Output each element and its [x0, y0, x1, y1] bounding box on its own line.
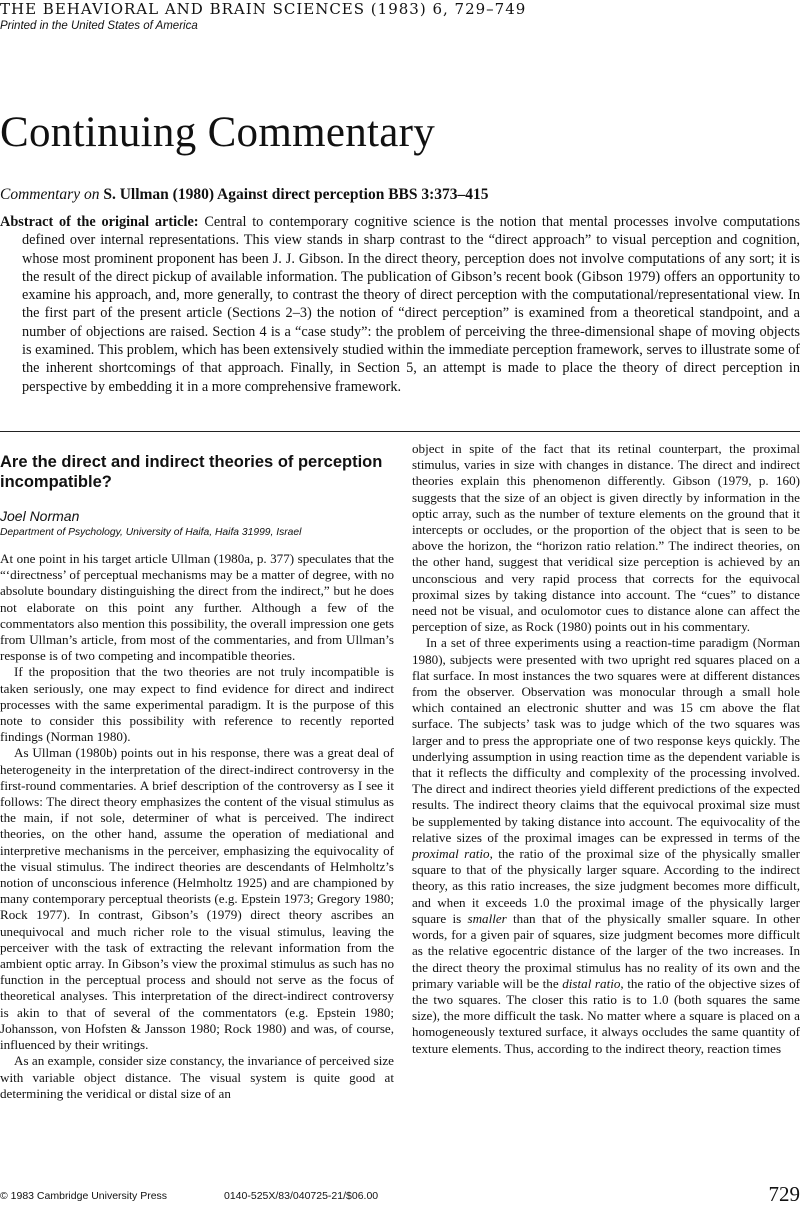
emphasis-proximal-ratio: proximal ratio: [412, 846, 490, 862]
left-column: [0, 452, 394, 1102]
article-title: Are the direct and indirect theories of perception incompatible?: [0, 453, 383, 491]
emphasis-smaller: smaller: [467, 910, 507, 926]
right-column: [412, 441, 800, 1057]
paragraph: At one point in his target article Ullman (1980a, p. 377) speculates that the “‘directness’ of perceptual mechanisms may be a matter of degree, with no absolute boundary distinguishing the direct from the indirect,” but he does not elaborate on this point any further. Although a few of the commentators also mention this possibility, the overall impression one gets from Ullman’s article, from most of the commentaries, and from Ullman’s response is of two competing and incompatible theories.: [0, 551, 394, 664]
section-title: Continuing Commentary: [0, 109, 436, 156]
text-run: than that of the physically smaller square. In other words, for a given pair of squares, size judgment becomes more difficult as the relative egocentric distance of the larger of the two increases. In the direct theory the proximal stimulus has no reality of its own and the primary variable will be the: [412, 910, 800, 991]
abstract-text: Central to contemporary cognitive science is the notion that mental processes involve computations defined over internal representations. This view stands in sharp contrast to the “direct approach” to visual perception and cognition, whose most prominent proponent has been J. J. Gibson. In the direct theory, perception does not involve computations of any sort; it is the result of the direct pickup of available information. The publication of Gibson’s recent book (Gibson 1979) offers an opportunity to examine his approach, and, more generally, to contrast the theory of direct perception with the computational/representational view. In the first part of the present article (Sections 2–3) the notion of “direct perception” is examined from a theoretical standpoint, and a number of objections are raised. Section 4 is a “case study”: the problem of perceiving the three-dimensional shape of moving objects is examined. This problem, which has been extensively studied within the immediate perception framework, serves to illustrate some of the inherent shortcomings of that approach. Finally, in Section 5, an attempt is made to place the theory of direct perception in perspective by embedding it in a more comprehensive framework.: [22, 214, 800, 395]
paragraph: [412, 635, 800, 1056]
abstract-lead: Abstract of the original article:: [0, 214, 199, 230]
paragraph: If the proposition that the two theories are not truly incompatible is taken seriously, one may expect to find evidence for direct and indirect processes with the same experimental paradigm. It is the purpose of this note to consider this possibility with reference to recently reported findings (Norman 1980).: [0, 664, 394, 745]
author-affiliation: Department of Psychology, University of Haifa, Haifa 31999, Israel: [0, 527, 302, 538]
article-author: Joel Norman: [0, 508, 80, 524]
left-column-text: [0, 551, 394, 1102]
section-divider: [0, 431, 800, 432]
text-run: In a set of three experiments using a reaction-time paradigm (Norman 1980), subjects were presented with two upright red squares placed on a flat surface. In most instances the two squares were at different distances from the observer. Observation was monocular through a small hole which contained an electronic shutter and was 15 cm above the flat surface. The subjects’ task was to judge which of the two squares was larger and to press the appropriate one of two response keys quickly. The underlying assumption in using reaction time as the dependent variable is that it reflects the difficulty and complexity of the processing involved. The direct and indirect theories yield different predictions of the expected results. The indirect theory claims that the equivocal proximal size must be supplemented by taking distance into account. The equivocality of the relative sizes of the proximal images can be expressed in terms of the: [412, 635, 800, 845]
issn-code: 0140-525X/83/040725-21/$06.00: [224, 1190, 379, 1202]
page-number: 729: [768, 1182, 800, 1206]
original-abstract: [0, 213, 800, 396]
paragraph: As an example, consider size constancy, the invariance of perceived size with variable object distance. The visual system is quite good at determining the veridical or distal size of an: [0, 1053, 394, 1101]
target-article-reference: S. Ullman (1980) Against direct perception BBS 3:373–415: [103, 186, 489, 203]
copyright-notice: © 1983 Cambridge University Press: [0, 1190, 168, 1202]
paragraph: As Ullman (1980b) points out in his response, there was a great deal of heterogeneity in the interpretation of the direct-indirect controversy in the first-round commentaries. A brief description of the controversy as I see it follows: The direct theory emphasizes the content of the visual stimulus as the main, if not sole, determiner of what is perceived. The indirect theories, on the other hand, assume the operation of mediational and interpretive mechanisms in the perceiver, emphasizing the equivocality of the visual stimulus. The indirect theories are descendants of Helmholtz’s notion of unconscious inference (Helmholtz 1925) and are championed by many contemporary perceptual theorists (e.g. Epstein 1973; Gregory 1980; Rock 1977). In contrast, Gibson’s (1979) direct theory ascribes an unequivocal and much richer role to the visual stimulus, leaving the perceiver with the task of extracting the relevant information from the ambient optic array. In Gibson’s view the proximal stimulus as such has no function in the perceptual process and should not serve as the focus of theoretical analyses. This interpretation of the direct-indirect controversy is akin to that of several of the commentators (e.g. Epstein 1980; Johansson, von Hofsten & Jansson 1980; Rock 1980) and was, of course, influenced by their writings.: [0, 745, 394, 1053]
right-column-text: [412, 441, 800, 1057]
emphasis-distal-ratio: distal ratio: [562, 975, 621, 991]
text-run: , the ratio of the proximal size of the physically smaller square to that of the physically larger square. According to the indirect theory, as this ratio increases, the size judgment becomes more difficult, and when it exceeds 1.0 the proximal image of the physically larger square is: [412, 846, 800, 926]
printed-in-line: Printed in the United States of America: [0, 20, 198, 32]
text-run: , the ratio of the objective sizes of the two squares. The closer this ratio is to 1.0 (both squares the same size), the more difficult the task. No matter where a square is placed on a homogeneously textured surface, it always occludes the same quantity of texture elements. Thus, according to the indirect theory, reaction times: [412, 975, 800, 1056]
commentary-on-label: Commentary on: [0, 186, 100, 203]
commentary-on-line: [0, 186, 489, 204]
paragraph: object in spite of the fact that its retinal counterpart, the proximal stimulus, varies in size with changes in distance. The direct and indirect theories explain this phenomenon differently. Gibson (1979, p. 160) suggests that the size of an object is given directly by information in the optic array, such as the number of texture elements on the ground that it intercepts or occludes, or the proportion of the object that is seen to be above the horizon, the “horizon ratio relation.” The indirect theories, on the other hand, suggest that veridical size perception is achieved by an unconscious and very rapid process that corrects for the equivocal proximal sizes by taking distance into account. The “cues” to distance need not be visual, and oculomotor cues to distance alone can affect the perception of size, as Rock (1980) points out in his commentary.: [412, 441, 800, 635]
journal-header: THE BEHAVIORAL AND BRAIN SCIENCES (1983) 6, 729–749: [0, 0, 527, 18]
